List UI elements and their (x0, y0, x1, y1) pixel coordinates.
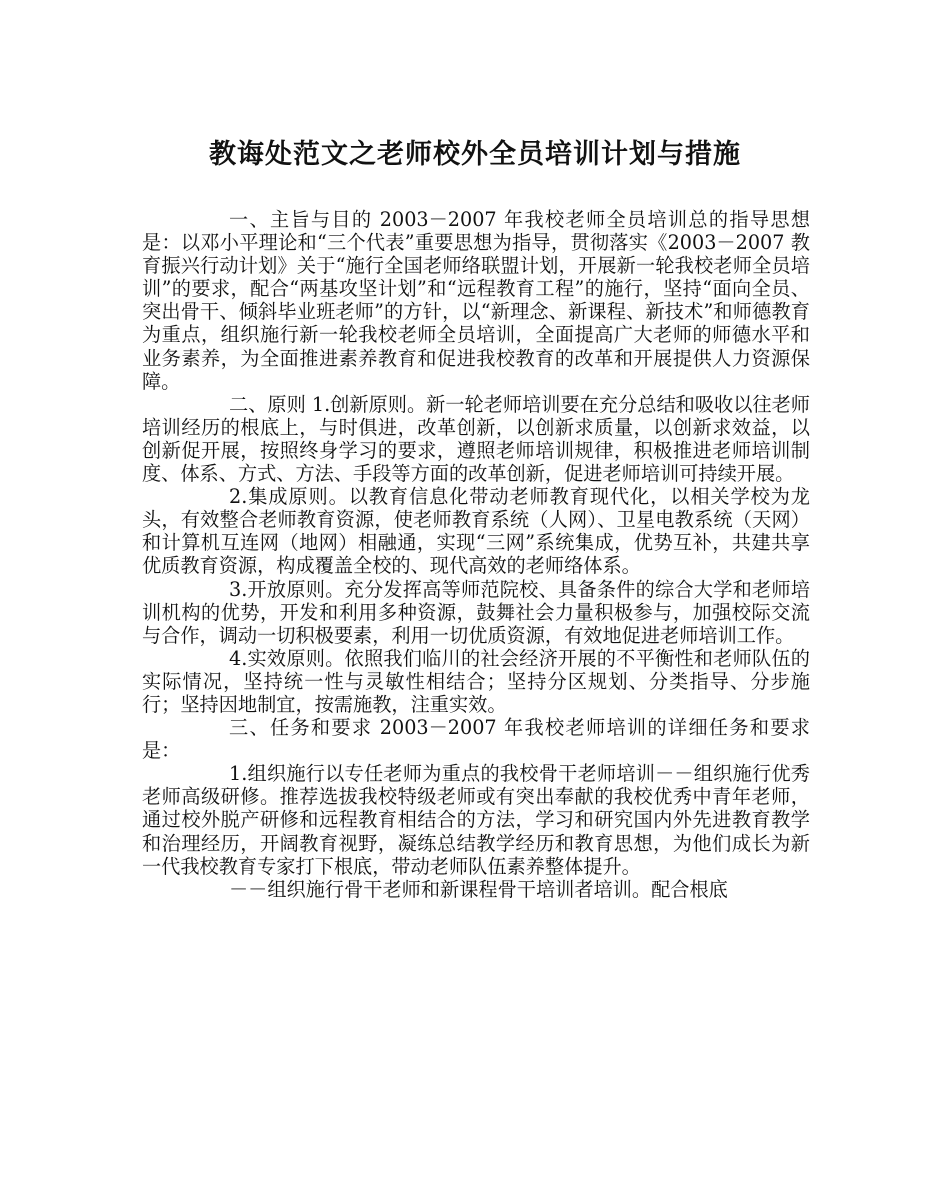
paragraph-principle-openness: 3.开放原则。充分发挥高等师范院校、具备条件的综合大学和老师培训机构的优势，开发和利用多种资源，鼓舞社会力量积极参与，加强校际交流与合作，调动一切积极要素，利用一切优质资源，有效地促进老师培训工作。 (142, 577, 810, 647)
document-body (142, 208, 810, 901)
paragraph-principle-effectiveness: 4.实效原则。依照我们临川的社会经济开展的不平衡性和老师队伍的实际情况，坚持统一性与灵敏性相结合；坚持分区规划、分类指导、分步施行；坚持因地制宜，按需施教，注重实效。 (142, 646, 810, 716)
paragraph-tasks-intro: 三、任务和要求 2003－2007 年我校老师培训的详细任务和要求是： (142, 716, 810, 763)
document-title: 教诲处范文之老师校外全员培训计划与措施 (209, 139, 741, 170)
paragraph-principle-innovation: 二、原则 1.创新原则。新一轮老师培训要在充分总结和吸收以往老师培训经历的根底上，与时俱进，改革创新，以创新求质量，以创新求效益，以创新促开展，按照终身学习的要求，遵照老师培训规律，积极推进老师培训制度、体系、方式、方法、手段等方面的改革创新，促进老师培训可持续开展。 (142, 392, 810, 486)
paragraph-purpose: 一、主旨与目的 2003－2007 年我校老师全员培训总的指导思想是：以邓小平理论和“三个代表”重要思想为指导，贯彻落实《2003－2007 教育振兴行动计划》关于“施行全国老师络联盟计划，开展新一轮我校老师全员培训”的要求，配合“两基攻坚计划”和“远程教育工程”的施行，坚持“面向全员、突出骨干、倾斜毕业班老师”的方针，以“新理念、新课程、新技术”和师德教育为重点，组织施行新一轮我校老师全员培训，全面提高广大老师的师德水平和业务素养，为全面推进素养教育和促进我校教育的改革和开展提供人力资源保障。 (142, 208, 810, 393)
paragraph-task-1: 1.组织施行以专任老师为重点的我校骨干老师培训－－组织施行优秀老师高级研修。推荐选拔我校特级老师或有突出奉献的我校优秀中青年老师，通过校外脱产研修和远程教育相结合的方法，学习和研究国内外先进教育教学和治理经历，开阔教育视野，凝练总结教学经历和教育思想，为他们成长为新一代我校教育专家打下根底，带动老师队伍素养整体提升。 (142, 762, 810, 878)
paragraph-principle-integration: 2.集成原则。以教育信息化带动老师教育现代化，以相关学校为龙头，有效整合老师教育资源，使老师教育系统（人网）、卫星电教系统（天网）和计算机互连网（地网）相融通，实现“三网”系统集成，优势互补，共建共享优质教育资源，构成覆盖全校的、现代高效的老师络体系。 (142, 485, 810, 578)
paragraph-task-1-continued: －－组织施行骨干老师和新课程骨干培训者培训。配合根底 (229, 877, 728, 901)
